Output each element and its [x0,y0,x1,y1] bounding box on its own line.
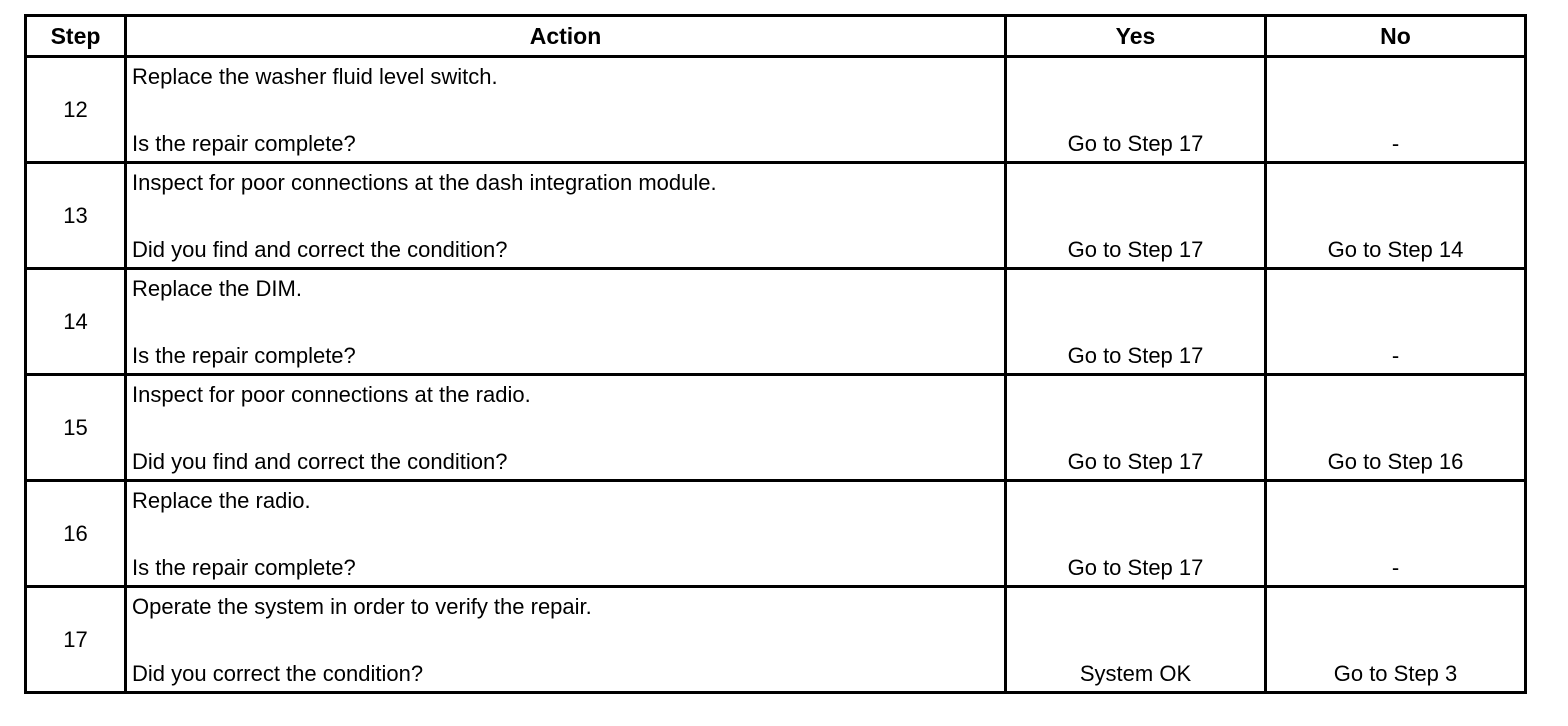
no-result: - [1391,131,1400,156]
step-number: 13 [26,163,126,269]
action-question: Is the repair complete? [132,555,356,580]
yes-result: Go to Step 17 [1067,131,1204,156]
step-number: 14 [26,269,126,375]
action-cell [126,163,1006,269]
table-row [26,481,1526,587]
table-row [26,375,1526,481]
no-cell [1266,375,1526,481]
action-question: Did you correct the condition? [132,661,424,686]
action-instruction: Operate the system in order to verify the repair. [132,594,592,619]
no-cell [1266,587,1526,693]
step-number: 16 [26,481,126,587]
yes-cell [1006,269,1266,375]
yes-result: Go to Step 17 [1067,343,1204,368]
action-question: Did you find and correct the condition? [132,237,508,262]
yes-cell [1006,57,1266,163]
action-instruction: Inspect for poor connections at the radio. [132,382,531,407]
yes-result: Go to Step 17 [1067,555,1204,580]
action-instruction: Inspect for poor connections at the dash integration module. [132,170,717,195]
yes-cell [1006,375,1266,481]
table-row [26,163,1526,269]
no-result: Go to Step 16 [1327,449,1464,474]
yes-cell [1006,481,1266,587]
no-result: Go to Step 3 [1333,661,1458,686]
no-cell [1266,163,1526,269]
table-row [26,57,1526,163]
table-row [26,587,1526,693]
no-cell [1266,57,1526,163]
no-cell [1266,481,1526,587]
action-cell [126,587,1006,693]
step-number: 12 [26,57,126,163]
action-cell [126,269,1006,375]
no-result: - [1391,343,1400,368]
action-cell [126,481,1006,587]
yes-cell [1006,163,1266,269]
header-step: Step [26,16,126,57]
step-number: 15 [26,375,126,481]
header-no: No [1266,16,1526,57]
table-header-row [26,16,1526,57]
action-instruction: Replace the radio. [132,488,311,513]
header-action: Action [126,16,1006,57]
action-question: Did you find and correct the condition? [132,449,508,474]
yes-result: System OK [1079,661,1192,686]
no-cell [1266,269,1526,375]
yes-cell [1006,587,1266,693]
action-instruction: Replace the washer fluid level switch. [132,64,498,89]
yes-result: Go to Step 17 [1067,237,1204,262]
step-number: 17 [26,587,126,693]
no-result: - [1391,555,1400,580]
action-cell [126,57,1006,163]
action-instruction: Replace the DIM. [132,276,302,301]
no-result: Go to Step 14 [1327,237,1464,262]
table-row [26,269,1526,375]
yes-result: Go to Step 17 [1067,449,1204,474]
header-yes: Yes [1006,16,1266,57]
action-cell [126,375,1006,481]
action-question: Is the repair complete? [132,343,356,368]
diagnostic-step-table [24,14,1527,694]
action-question: Is the repair complete? [132,131,356,156]
